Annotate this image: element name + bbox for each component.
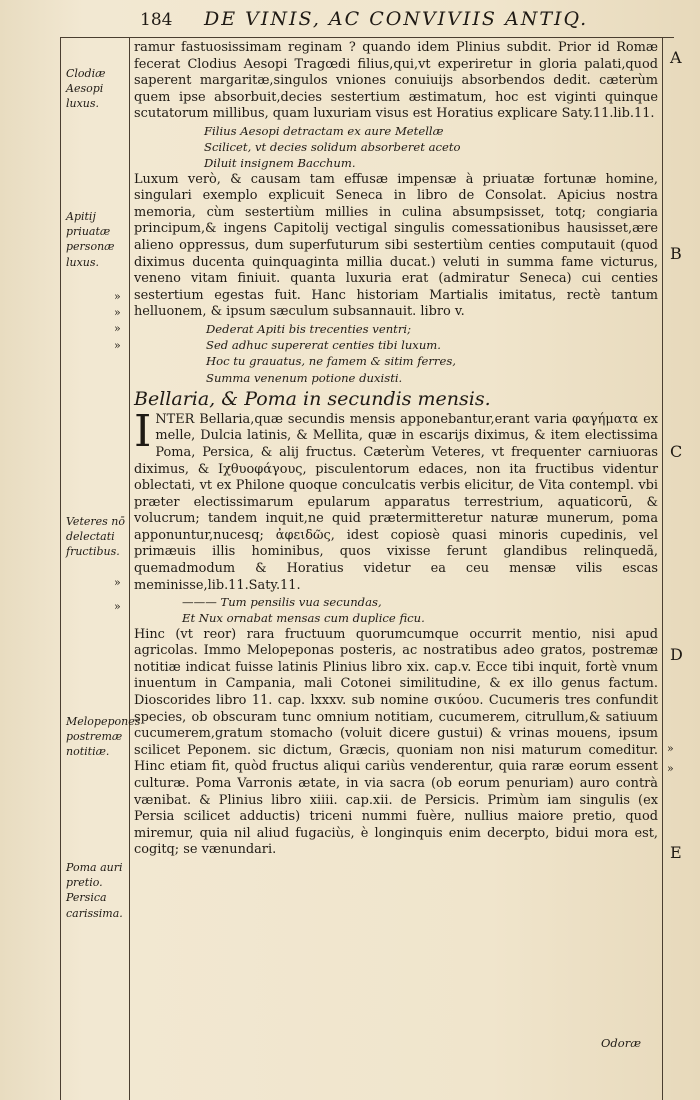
page-number: 184	[140, 10, 173, 30]
verse-line: Dederat Apiti bis trecenties ventri;	[206, 321, 411, 336]
paragraph-clodius: ramur fastuosissimam reginam ? quando idem Plinius subdit. Prior id Romæ fecerat Clodius Aesopi Tragœdi filius,qui,vt experiretur in gloria palati,quod saperent margaritæ,singulos vniones conuiuijs absorbendos dedit. cæterùm quem ipse absorbuit,decies sestertium æstimatum, hoc est viginti quinque scutatorum millibus, quam luxuriam visus est Horatius explicare Saty.11.lib.11.	[134, 40, 658, 122]
margin-note-apicius: Apitij priuatæ personæ luxus.	[66, 210, 115, 269]
section-letter-a: A	[670, 48, 682, 67]
verse-line: Scilicet, vt decies solidum absorberet aceto	[204, 140, 461, 155]
paragraph-apicius: Luxum verò, & causam tam effusæ impensæ à priuatæ fortunæ homine, singulari exemplo explicuit Seneca in libro de Consolat. Apicius nostra memoria, cùm sestertiùm millies in culina absumpsisset, totq; congiaria principum,& ingens Capitolij vectigal singulis comessationibus hausisset,ære alieno oppressus, dum superfuturum sibi sestertiùm centies computauit (quod diximus ducenta quinquaginta millia ducat.) veluti in summa fame victurus, veneno vitam finiuit. quanta luxuria erat (admiratur Seneca) cui centies sestertium egestas fuit. Hanc historiam Martialis imitatus, rectè tantum helluonem, & ipsum sæculum subsannauit. libro v.	[134, 171, 658, 320]
ditto-mark: »	[114, 339, 121, 352]
verse-line: Et Nux ornabat mensas cum duplice ficu.	[182, 611, 425, 626]
margin-rule-right	[662, 37, 663, 1100]
section-letter-b: B	[670, 244, 682, 263]
section-letter-c: C	[670, 442, 683, 461]
catchword: Odoræ	[601, 1036, 642, 1050]
margin-rule-inner	[129, 37, 130, 1100]
margin-note-veteres: Veteres nō delectati fructibus.	[66, 515, 125, 559]
verse-line: Sed adhuc supererat centies tibi luxum.	[206, 338, 441, 353]
verse-line: ——— Tum pensilis vua secundas,	[182, 595, 382, 610]
margin-note-melopepones: Melopepones postremæ notitiæ.	[66, 715, 141, 759]
ditto-mark: »	[114, 576, 121, 589]
margin-note-poma: Poma auri pretio. Persica carissima.	[66, 861, 123, 920]
margin-rule-left	[60, 37, 61, 1100]
paragraph-melopepones: Hinc (vt reor) rara fructuum quorumcumque occurrit mentio, nisi apud agricolas. Immo Melopeponas posteris, ac nostratibus adeo gratos, postremæ notitiæ indicat fuisse latinis Plinius libro xix. cap.v. Ecce tibi inquit, fortè vnum inuentum in Campania, mali Cotonei similitudine, & ex illo genus factum. Dioscorides libro 11. cap. lxxxv. sub nomine σικύου. Cucumeris tres confundit species, ob obscuram tunc omnium notitiam, cucumerem, citrullum,& satiuum cucumerem,gratum stomacho (voluit dicere gustui) & vrinas mouens, ipsum scilicet Peponem. sic dictum, Græcis, quoniam non nisi maturum comeditur. Hinc etiam fit, quòd fructus aliqui cariùs venderentur, quia raræ eorum essent culturæ. Poma Varronis ætate, in via sacra (ob eorum penuriam) auro contrà vænibat. & Plinius libro xiiii. cap.xii. de Persicis. Primùm iam singulis (ex Persia scilicet adductis) triceni nummi fuère, nullius maiore pretio, quod miremur, quia nil aliud fugaciùs, è longinquis enim decerpto, bidui mora est, cogitq; se vænundari.	[134, 626, 658, 858]
ditto-mark: »	[114, 290, 121, 303]
verse-line: Filius Aesopi detractam ex aure Metellæ	[204, 123, 444, 138]
ditto-mark: »	[114, 322, 121, 335]
running-head: DE VINIS, AC CONVIVIIS ANTIQ.	[204, 8, 589, 30]
section-letter-e: E	[670, 843, 682, 862]
paragraph-bellaria	[134, 405, 658, 595]
verse-line: Diluit insignem Bacchum.	[204, 156, 356, 171]
main-text	[134, 40, 658, 859]
paragraph-bellaria-text: NTER Bellaria,quæ secundis mensis apponebantur,erant varia φαγήματα ex melle, Dulcia latinis, & Mellita, quæ in escarijs diximus, & item electissima Poma, Persica, & alij fructus. Cæterùm Veteres, vt frequenter carniuoras diximus, & Ιχθυοφάγους, pisculentorum edaces, non ita fructibus videntur oblectati, vt ex Philone quoque conculcatis verbis elicitur, de Vita contempl. vbi præter electissimarum epularum apparatus terrestrium, aquaticorū, & volucrum; tandem inquit,ne quid prætermitteretur naturæ munerum, poma apponuntur,nucesq; ἀφειδῶς, idest copiosè quasi minoris cupedinis, vel primæuis illis hominibus, quos vixisse ferunt glandibus relinquedã, quemadmodum & Horatius videtur ea ceu mensæ vilis escas meminisse,lib.11.Saty.11.	[134, 411, 658, 593]
ditto-mark: »	[667, 742, 674, 755]
drop-cap: I	[134, 405, 152, 457]
ditto-mark: »	[114, 306, 121, 319]
ditto-mark: »	[667, 762, 674, 775]
ditto-mark: »	[114, 600, 121, 613]
verse-line: Hoc tu grauatus, ne famem & sitim ferres,	[206, 354, 456, 369]
verse-line: Summa venenum potione duxisti.	[206, 370, 403, 385]
header-rule	[60, 37, 674, 38]
section-letter-d: D	[670, 645, 683, 664]
section-heading: Bellaria, & Poma in secundis mensis.	[134, 387, 491, 410]
margin-note-clodius: Clodiæ Aesopi luxus.	[66, 67, 106, 111]
